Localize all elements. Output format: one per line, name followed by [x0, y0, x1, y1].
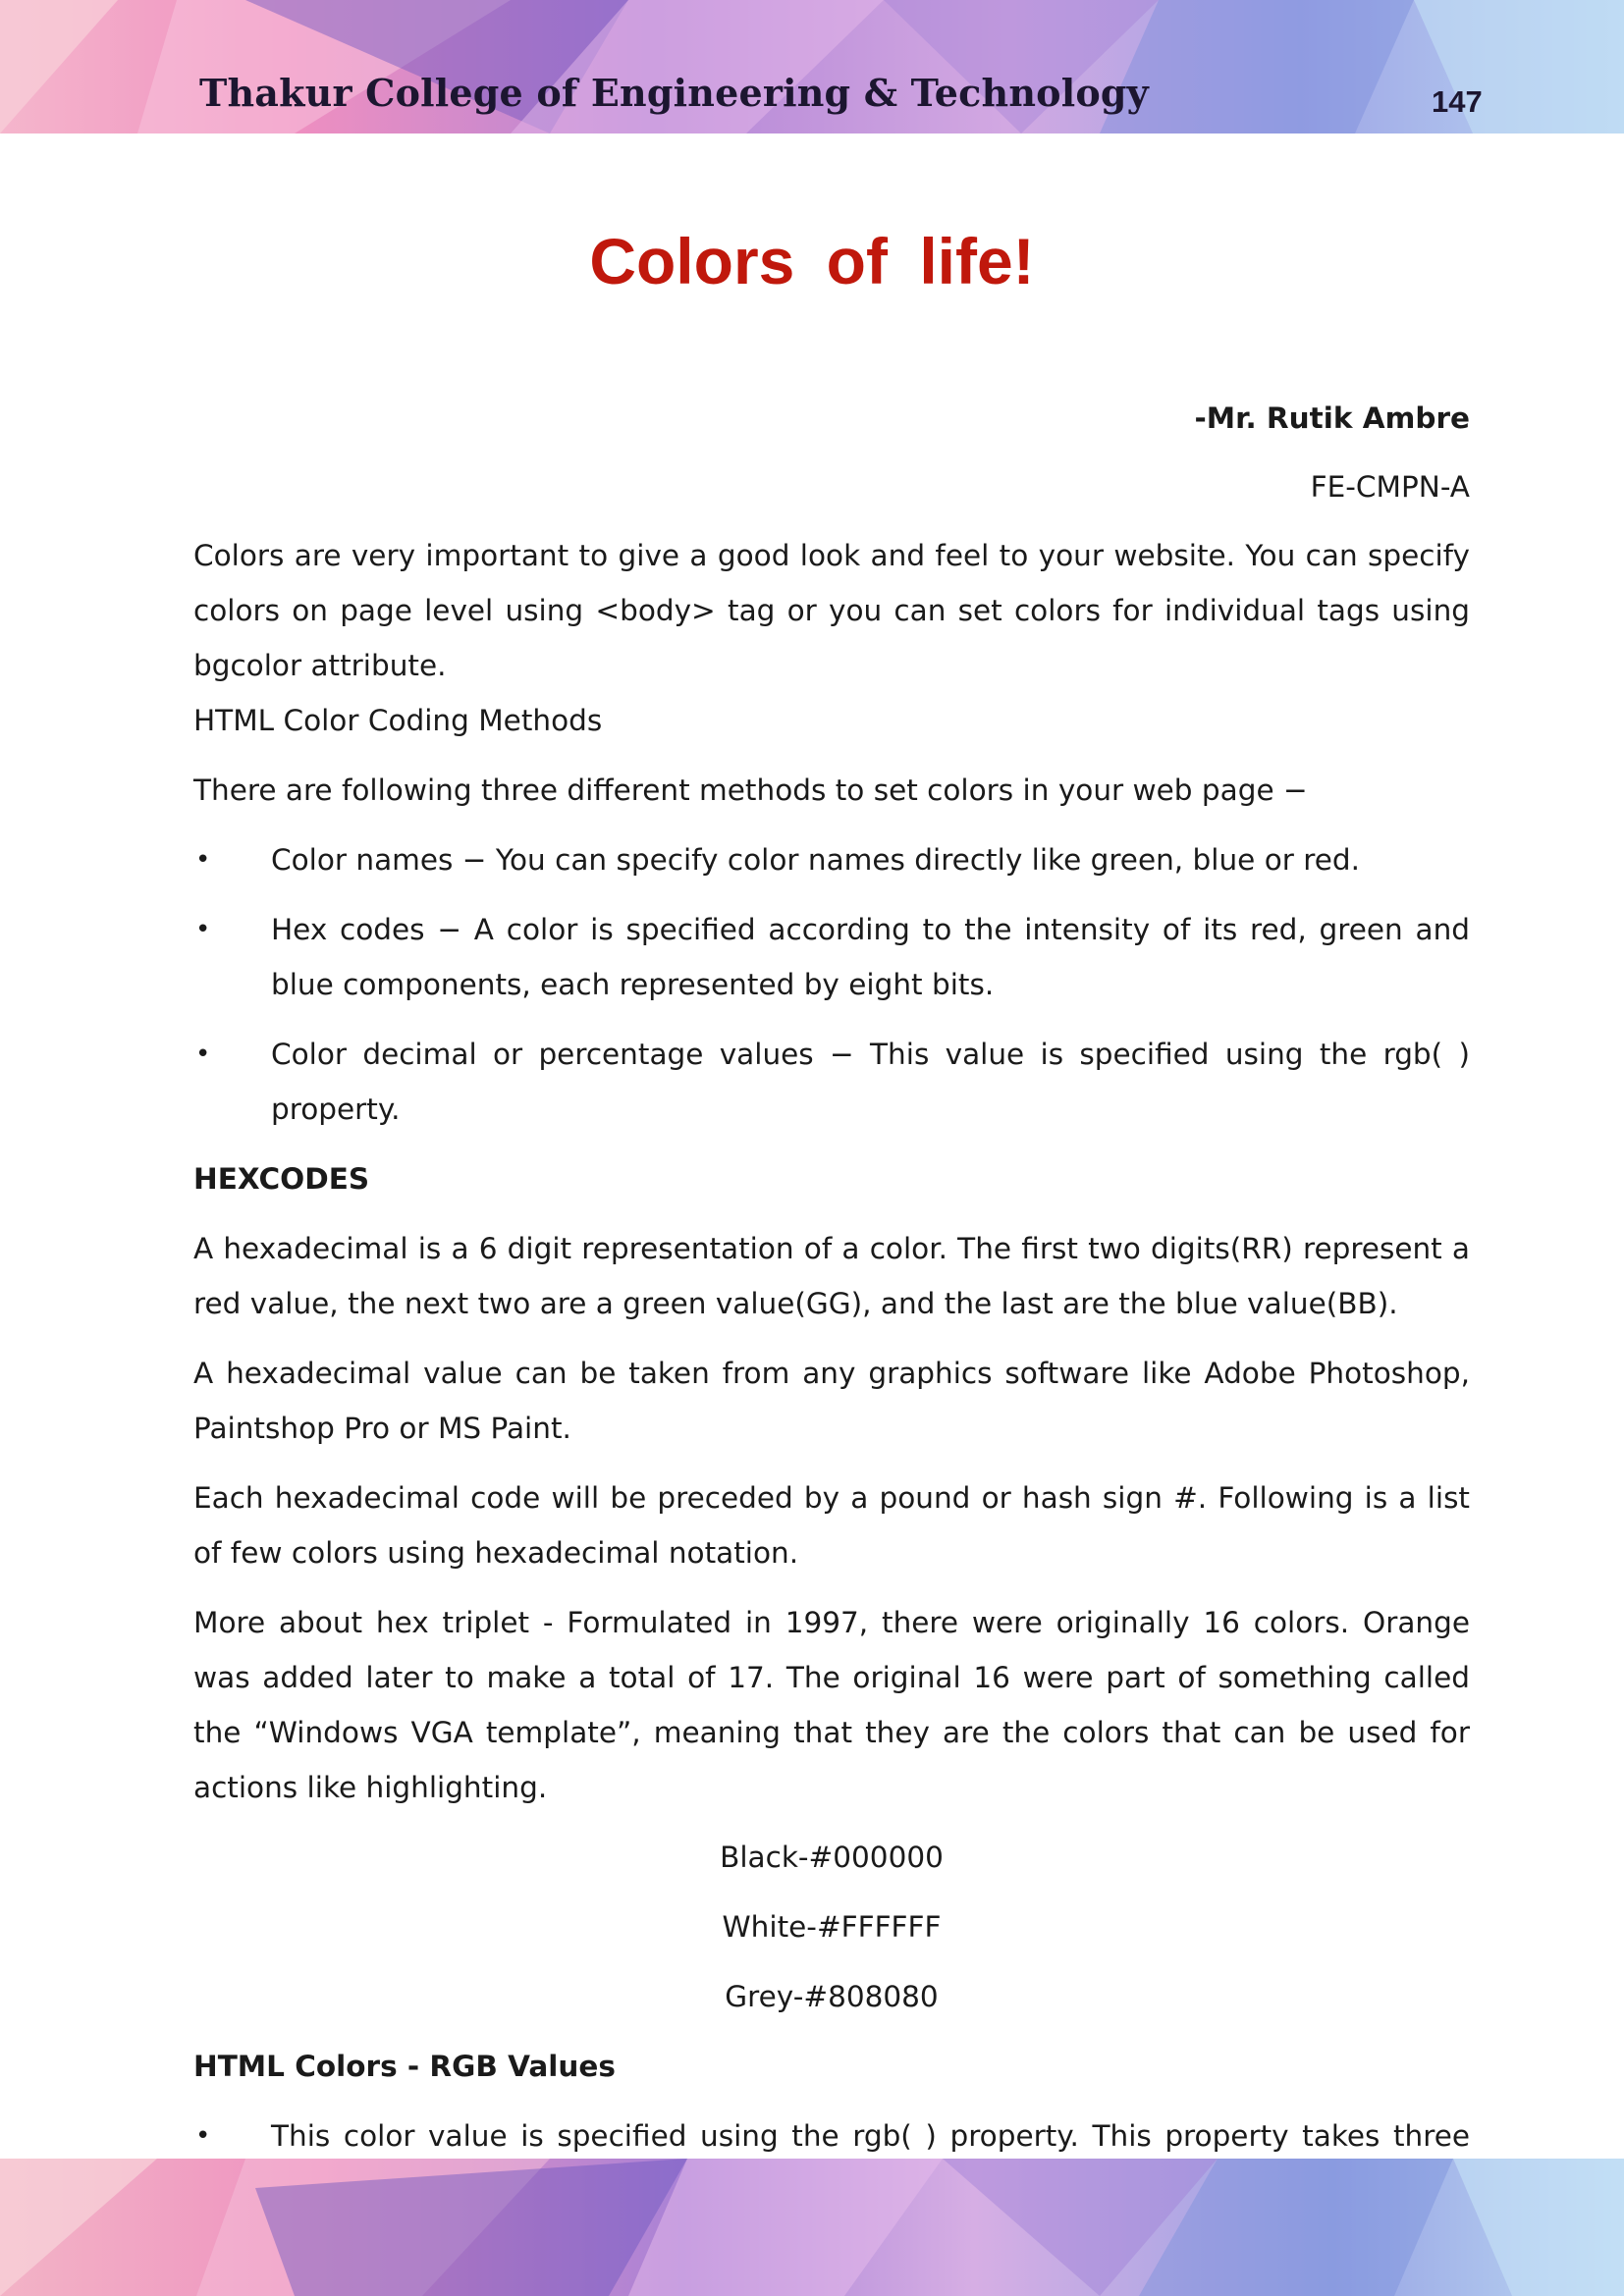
page-number: 147 — [1432, 84, 1483, 119]
intro-text: Colors are very important to give a good look and feel to your website. You can specify colors on page level using <body> tag or you can set colors for individual tags using bgcolor attribute. — [193, 539, 1470, 682]
article-title: Colors of life! — [589, 225, 1035, 297]
list-item-text: This color value is specified using the rgb( ) property. This property takes three — [271, 2119, 1470, 2153]
article-body — [193, 391, 1470, 2288]
color-example: Grey-#808080 — [725, 1980, 939, 2013]
list-item — [193, 1027, 1470, 1137]
methods-list — [193, 832, 1470, 1137]
hexcodes-heading: HEXCODES — [193, 1162, 370, 1196]
list-item — [193, 902, 1470, 1012]
hex-paragraph: More about hex triplet - Formulated in 1997, there were originally 16 colors. Orange was added later to make a total of 17. The original 16 were part of something called the “Windows VGA template”, meaning that they are the colors that can be used for actions like highlighting. — [193, 1606, 1470, 1804]
footer-band-graphic — [0, 2159, 1624, 2296]
bullet-icon: • — [195, 2121, 211, 2151]
list-item-text: Color decimal or percentage values − This value is specified using the rgb( ) property. — [271, 1038, 1470, 1126]
footer-band — [0, 2159, 1624, 2296]
rgb-heading: HTML Colors - RGB Values — [193, 2050, 616, 2083]
bullet-icon: • — [195, 845, 211, 875]
bullet-icon: • — [195, 1040, 211, 1069]
coding-methods-label: HTML Color Coding Methods — [193, 704, 603, 737]
college-name: Thakur College of Engineering & Technology — [199, 71, 1149, 115]
hex-paragraph: A hexadecimal value can be taken from any graphics software like Adobe Photoshop, Paintshop Pro or MS Paint. — [193, 1357, 1470, 1445]
author-department: FE-CMPN-A — [1310, 470, 1470, 504]
color-example: Black-#000000 — [720, 1841, 944, 1874]
list-item — [193, 832, 1470, 887]
methods-intro: There are following three different methods to set colors in your web page − — [193, 774, 1308, 807]
bullet-icon: • — [195, 915, 211, 944]
list-item-text: Hex codes − A color is specified according to the intensity of its red, green and blue components, each represented by eight bits. — [271, 913, 1470, 1001]
author-name: -Mr. Rutik Ambre — [1194, 401, 1470, 435]
list-item-text: Color names − You can specify color names directly like green, blue or red. — [271, 843, 1360, 877]
hex-paragraph: Each hexadecimal code will be preceded by a pound or hash sign #. Following is a list of few colors using hexadecimal notation. — [193, 1481, 1470, 1570]
intro-paragraph — [193, 528, 1470, 748]
color-example: White-#FFFFFF — [722, 1910, 942, 1944]
hex-paragraph: A hexadecimal is a 6 digit representation of a color. The first two digits(RR) represent a red value, the next two are a green value(GG), and the last are the blue value(BB). — [193, 1232, 1470, 1320]
